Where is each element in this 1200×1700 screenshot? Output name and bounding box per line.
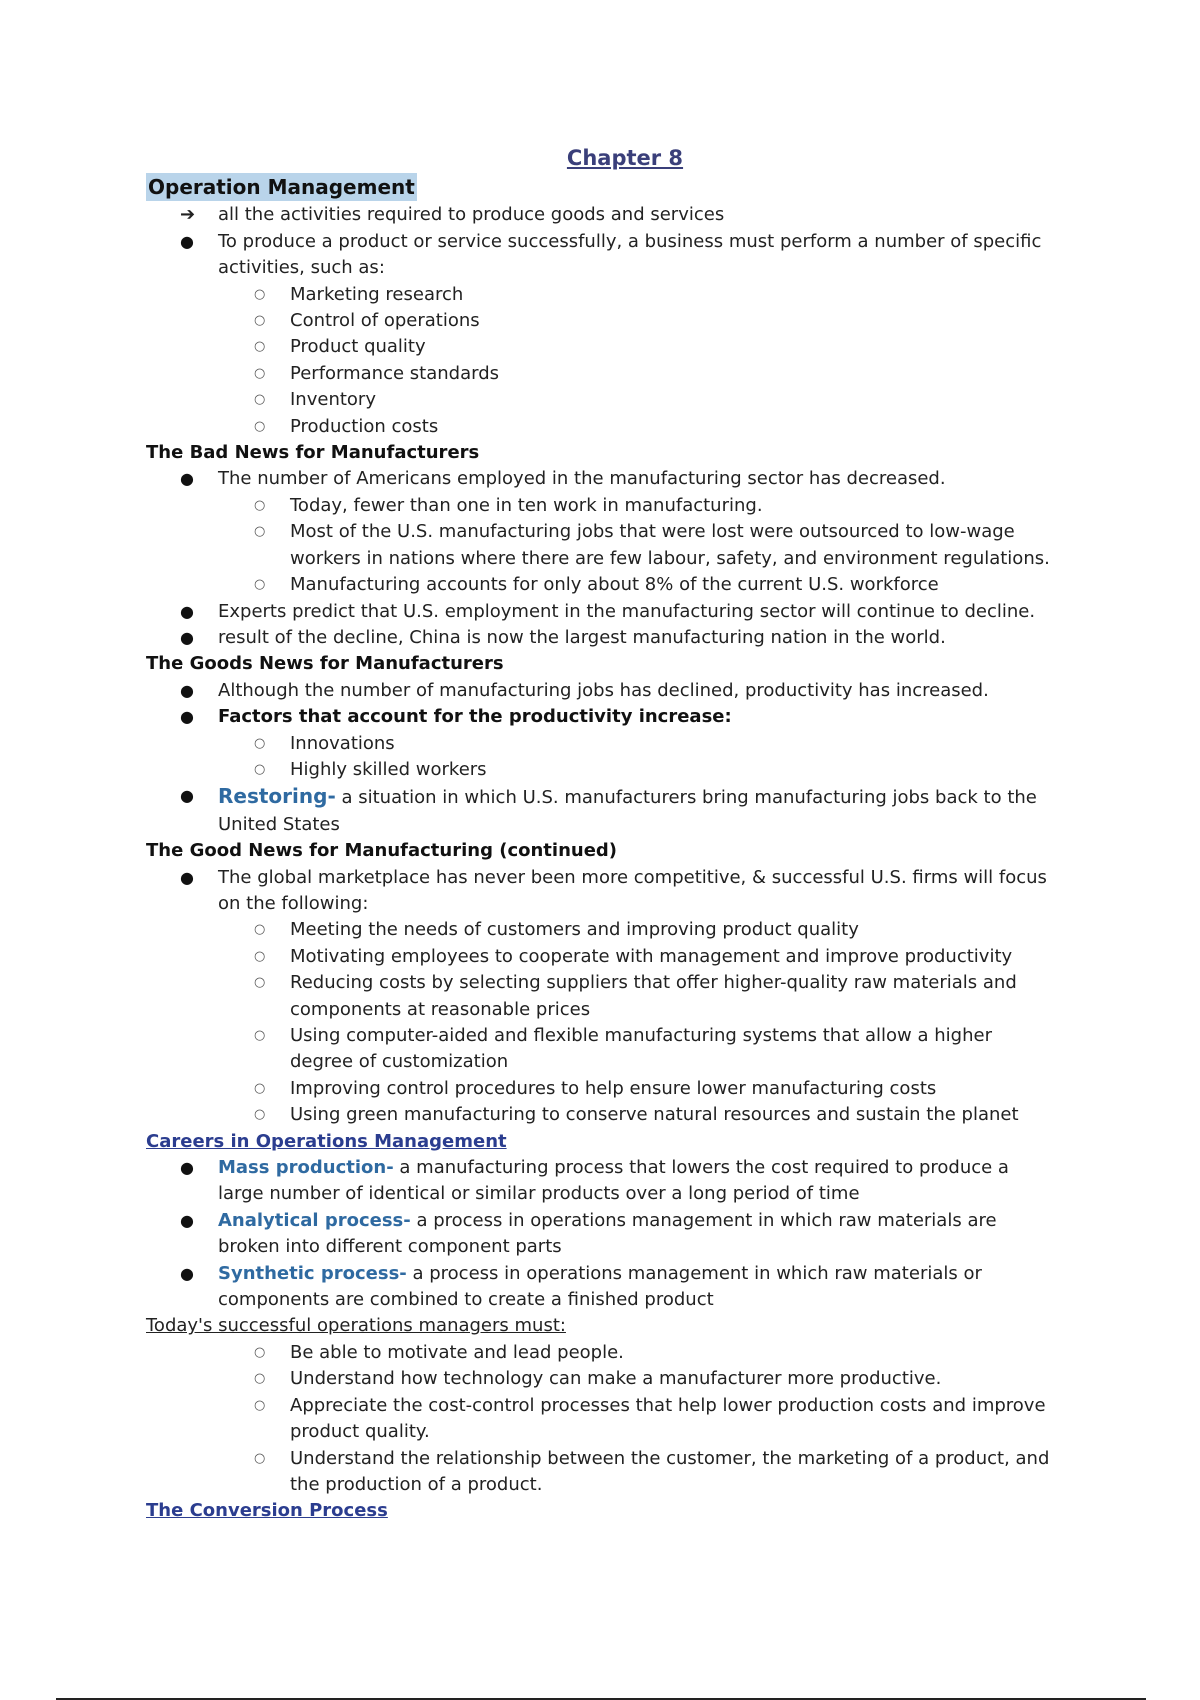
circle-bullet-icon: ○ — [254, 948, 266, 964]
sub-list-item: ○ Appreciate the cost-control processes that help lower production costs and improve product quality. — [254, 1394, 1046, 1443]
bullet-icon: ● — [180, 231, 194, 251]
bullet-icon: ● — [180, 601, 194, 621]
circle-bullet-icon: ○ — [254, 1080, 266, 1096]
sub-list-item: ○ Innovations — [146, 731, 1056, 757]
list-item: ● Synthetic process- a process in operations management in which raw materials or components are combined to create a finished product — [180, 1262, 982, 1311]
circle-bullet-icon: ○ — [254, 577, 266, 593]
list-item: ● The number of Americans employed in the manufacturing sector has decreased. — [146, 466, 1056, 492]
section-heading-goods-news: The Goods News for Manufacturers — [146, 653, 504, 675]
list-item: ● Although the number of manufacturing jobs has declined, productivity has increased. — [146, 678, 1056, 704]
sub-list-item: ○ Marketing research — [146, 282, 1056, 308]
circle-bullet-icon: ○ — [254, 1397, 266, 1413]
sub-list-item: ○ Improving control procedures to help ensure lower manufacturing costs — [146, 1076, 1056, 1102]
list-item: ● Analytical process- a process in operations management in which raw materials are broken into different component parts — [180, 1209, 997, 1258]
bullet-icon: ● — [180, 469, 194, 489]
section-heading-bad-news: The Bad News for Manufacturers — [146, 442, 480, 464]
term-restoring: Restoring- — [218, 784, 336, 809]
bullet-icon: ● — [180, 1210, 194, 1230]
list-item: ● Restoring- a situation in which U.S. manufacturers bring manufacturing jobs back to the United States — [180, 784, 1037, 835]
list-item: ● result of the decline, China is now the largest manufacturing nation in the world. — [146, 625, 1056, 651]
sub-list-item: ○ Performance standards — [146, 361, 1056, 387]
arrow-icon: ➔ — [180, 204, 196, 226]
term-analytical-process: Analytical process- — [218, 1209, 411, 1231]
circle-bullet-icon: ○ — [254, 1371, 266, 1387]
circle-bullet-icon: ○ — [254, 418, 266, 434]
section-heading-managers-must: Today's successful operations managers must: — [146, 1315, 566, 1337]
sub-list-item: ○ Most of the U.S. manufacturing jobs that were lost were outsourced to low-wage workers in nations where there are few labour, safety, and environment regulations. — [254, 521, 1050, 569]
sub-list-item: ○ Meeting the needs of customers and improving product quality — [146, 917, 1056, 943]
circle-bullet-icon: ○ — [254, 313, 266, 329]
sub-list-item: ○ Highly skilled workers — [146, 757, 1056, 783]
circle-bullet-icon: ○ — [254, 975, 266, 991]
circle-bullet-icon: ○ — [254, 365, 266, 381]
sub-list-item: ○ Control of operations — [146, 308, 1056, 334]
bullet-icon: ● — [180, 786, 194, 806]
bullet-icon: ● — [180, 867, 194, 887]
sub-list-item: ○ Using computer-aided and flexible manufacturing systems that allow a higher degree of customization — [254, 1025, 992, 1073]
list-item: ➔ all the activities required to produce goods and services — [146, 202, 1056, 228]
list-item: ● To produce a product or service successfully, a business must perform a number of specific activities, such as: — [180, 230, 1042, 279]
list-item: ● Experts predict that U.S. employment in the manufacturing sector will continue to decline. — [146, 599, 1056, 625]
circle-bullet-icon: ○ — [254, 761, 266, 777]
page-title: Chapter 8 — [566, 146, 684, 170]
circle-bullet-icon: ○ — [254, 497, 266, 513]
list-item: ● The global marketplace has never been more competitive, & successful U.S. firms will focus on the following: — [180, 866, 1047, 914]
term-mass-production: Mass production- — [218, 1157, 394, 1179]
section-heading-conversion-process: The Conversion Process — [146, 1500, 388, 1522]
section-heading-careers: Careers in Operations Management — [146, 1130, 507, 1152]
circle-bullet-icon: ○ — [254, 1107, 266, 1123]
list-item: ● Mass production- a manufacturing process that lowers the cost required to produce a large number of identical or similar products over a long period of time — [180, 1157, 1009, 1205]
sub-list-item: ○ Understand the relationship between the customer, the marketing of a product, and the production of a product. — [254, 1447, 1050, 1495]
sub-list-item: ○ Be able to motivate and lead people. — [146, 1340, 1056, 1366]
list-item: ● Factors that account for the productivity increase: — [146, 704, 1056, 730]
bullet-icon: ● — [180, 680, 194, 700]
sub-list-item: ○ Production costs — [146, 414, 1056, 440]
document-page — [146, 143, 1056, 1525]
sub-list-item: ○ Manufacturing accounts for only about 8% of the current U.S. workforce — [146, 572, 1056, 598]
circle-bullet-icon: ○ — [254, 524, 266, 540]
bullet-icon: ● — [180, 627, 194, 647]
sub-list-item: ○ Motivating employees to cooperate with management and improve productivity — [146, 944, 1056, 970]
section-heading-good-news-continued: The Good News for Manufacturing (continued) — [146, 840, 618, 862]
circle-bullet-icon: ○ — [254, 392, 266, 408]
sub-list-item: ○ Today, fewer than one in ten work in manufacturing. — [146, 493, 1056, 519]
circle-bullet-icon: ○ — [254, 339, 266, 355]
circle-bullet-icon: ○ — [254, 922, 266, 938]
circle-bullet-icon: ○ — [254, 1028, 266, 1043]
sub-list-item: ○ Inventory — [146, 387, 1056, 413]
sub-list-item: ○ Understand how technology can make a manufacturer more productive. — [146, 1366, 1056, 1392]
circle-bullet-icon: ○ — [254, 735, 266, 751]
circle-bullet-icon: ○ — [254, 286, 266, 302]
bullet-icon: ● — [180, 1263, 194, 1283]
sub-list-item: ○ Using green manufacturing to conserve natural resources and sustain the planet — [146, 1102, 1056, 1128]
section-heading-operation-management: Operation Management — [148, 175, 415, 199]
circle-bullet-icon: ○ — [254, 1450, 266, 1466]
circle-bullet-icon: ○ — [254, 1344, 266, 1360]
term-synthetic-process: Synthetic process- — [218, 1262, 407, 1284]
bullet-icon: ● — [180, 707, 194, 727]
sub-list-item: ○ Reducing costs by selecting suppliers that offer higher-quality raw materials and components at reasonable prices — [254, 972, 1017, 1020]
bullet-icon: ● — [180, 1158, 194, 1178]
sub-list-item: ○ Product quality — [146, 334, 1056, 360]
